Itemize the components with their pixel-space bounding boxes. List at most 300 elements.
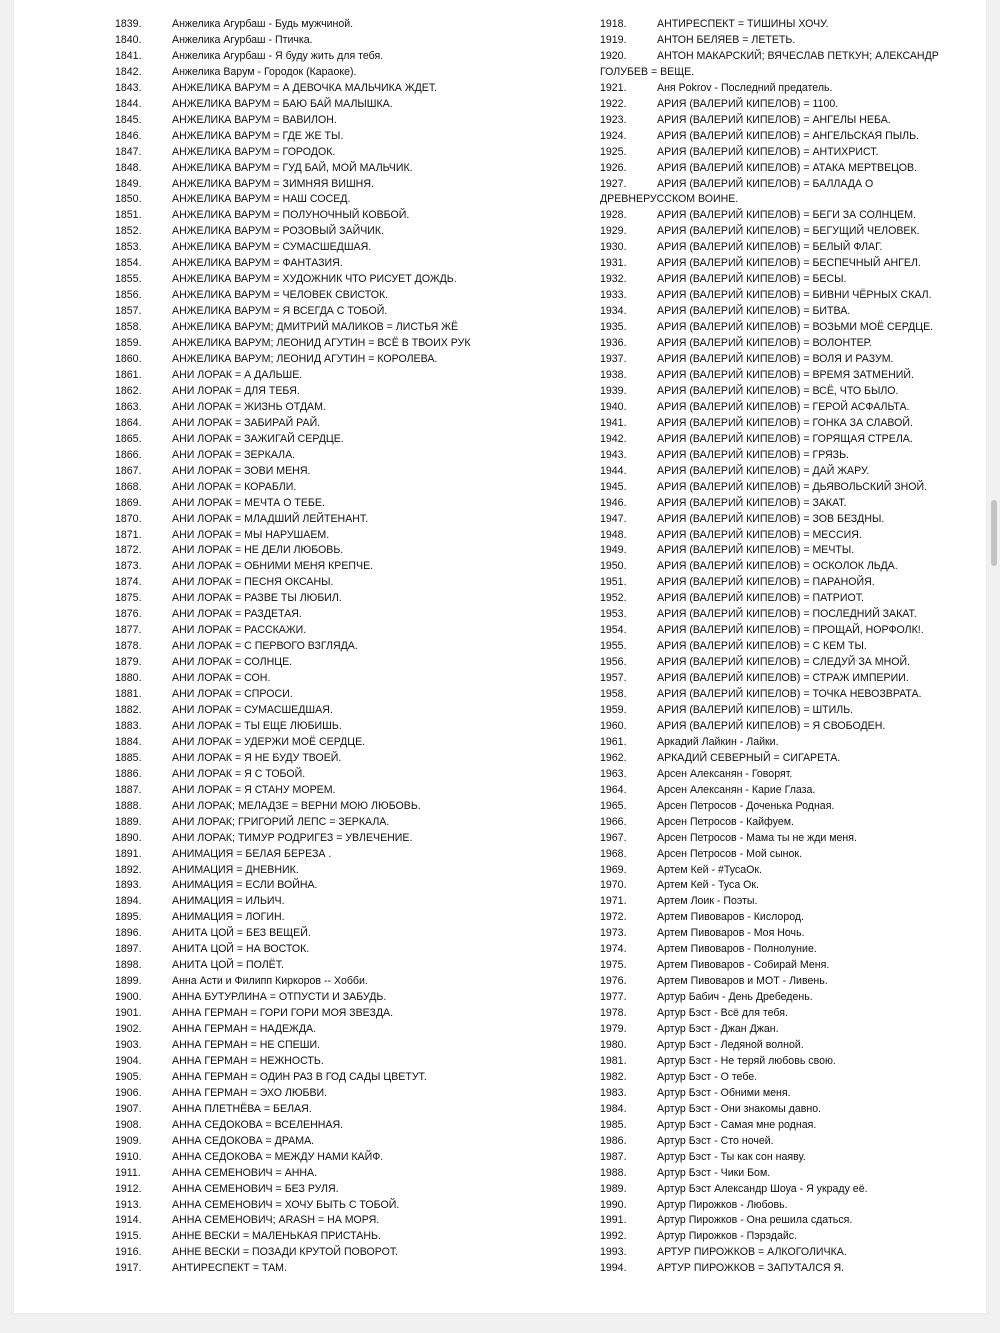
- item-number: 1983.: [600, 1086, 627, 1099]
- item-title: АНЖЕЛИКА ВАРУМ; ЛЕОНИД АГУТИН = КОРОЛЕВА.: [172, 353, 438, 366]
- item-title: АНИ ЛОРАК = ПЕСНЯ ОКСАНЫ.: [172, 576, 334, 589]
- item-number: 1905.: [115, 1070, 142, 1083]
- item-title: АРИЯ (ВАЛЕРИЙ КИПЕЛОВ) = ГРЯЗЬ.: [657, 448, 849, 461]
- item-number: 1920.: [600, 49, 627, 62]
- item-title: АРИЯ (ВАЛЕРИЙ КИПЕЛОВ) = ВОЛЯ И РАЗУМ.: [657, 353, 894, 366]
- item-title: АНЖЕЛИКА ВАРУМ = ХУДОЖНИК ЧТО РИСУЕТ ДОЖДЬ.: [172, 273, 457, 286]
- list-item: [115, 863, 585, 879]
- item-number: 1952.: [600, 592, 627, 605]
- item-number: 1841.: [115, 49, 142, 62]
- item-title: Артем Пивоваров и МОТ - Ливень.: [657, 975, 828, 988]
- item-title: АРИЯ (ВАЛЕРИЙ КИПЕЛОВ) = БЕЛЫЙ ФЛАГ.: [657, 241, 883, 254]
- item-title: Аня Pokrov - Последний предатель.: [657, 81, 833, 94]
- item-number: 1930.: [600, 241, 627, 254]
- item-title: Артур Бэст - Ты как сон наяву.: [657, 1150, 806, 1163]
- list-item: [600, 496, 970, 512]
- list-item: [115, 208, 585, 224]
- item-number: 1845.: [115, 113, 142, 126]
- item-number: 1901.: [115, 1007, 142, 1020]
- item-number: 1859.: [115, 337, 142, 350]
- item-title: АРИЯ (ВАЛЕРИЙ КИПЕЛОВ) = ПАРАНОЙЯ.: [657, 576, 875, 589]
- item-title: АНЖЕЛИКА ВАРУМ; ЛЕОНИД АГУТИН = ВСЁ В ТВОИХ РУК: [172, 337, 471, 350]
- item-title: АНИ ЛОРАК = ЗАБИРАЙ РАЙ.: [172, 416, 321, 429]
- item-number: 1873.: [115, 560, 142, 573]
- list-item: [115, 1102, 585, 1118]
- item-number: 1934.: [600, 305, 627, 318]
- item-number: 1979.: [600, 1023, 627, 1036]
- item-number: 1894.: [115, 895, 142, 908]
- list-item: [600, 687, 970, 703]
- item-title: Арсен Петросов - Мама ты не жди меня.: [657, 831, 857, 844]
- item-title: АРИЯ (ВАЛЕРИЙ КИПЕЛОВ) = ДАЙ ЖАРУ.: [657, 464, 870, 477]
- list-item: [115, 1038, 585, 1054]
- item-title: АННА ГЕРМАН = ГОРИ ГОРИ МОЯ ЗВЕЗДА.: [172, 1007, 394, 1020]
- list-item: [115, 496, 585, 512]
- item-number: 1969.: [600, 863, 627, 876]
- item-title: АНИТА ЦОЙ = ПОЛЁТ.: [172, 959, 284, 972]
- item-title: АРИЯ (ВАЛЕРИЙ КИПЕЛОВ) = БАЛЛАДА О: [657, 177, 874, 190]
- item-title: Артур Бэст - Чики Бом.: [657, 1166, 771, 1179]
- list-item: [115, 1229, 585, 1245]
- item-title: АНИМАЦИЯ = БЕЛАЯ БЕРЕЗА .: [172, 847, 332, 860]
- item-title: АННА СЕДОКОВА = МЕЖДУ НАМИ КАЙФ.: [172, 1150, 384, 1163]
- list-item: [600, 958, 970, 974]
- list-item: [600, 878, 970, 894]
- list-item: [600, 1054, 970, 1070]
- item-number: 1980.: [600, 1039, 627, 1051]
- list-item: [600, 767, 970, 783]
- item-number: 1896.: [115, 927, 142, 940]
- list-item: [115, 942, 585, 958]
- item-number: 1862.: [115, 384, 142, 397]
- item-number: 1941.: [600, 416, 627, 429]
- list-item: [600, 368, 970, 384]
- list-item: [600, 735, 970, 751]
- item-number: 1948.: [600, 528, 627, 541]
- item-number: 1854.: [115, 257, 142, 270]
- item-title: АНЖЕЛИКА ВАРУМ = РОЗОВЫЙ ЗАЙЧИК.: [172, 225, 385, 238]
- item-title: АНИ ЛОРАК; МЕЛАДЗЕ = ВЕРНИ МОЮ ЛЮБОВЬ.: [172, 799, 421, 812]
- list-item: [115, 799, 585, 815]
- item-number: 1895.: [115, 911, 142, 924]
- item-number: 1933.: [600, 289, 627, 302]
- list-item: [600, 177, 970, 209]
- item-number: 1874.: [115, 576, 142, 589]
- item-number: 1883.: [115, 719, 142, 732]
- item-number: 1853.: [115, 241, 142, 254]
- item-title: АРИЯ (ВАЛЕРИЙ КИПЕЛОВ) = ТОЧКА НЕВОЗВРАТА.: [657, 688, 922, 701]
- item-title: Артур Пирожков - Она решила сдаться.: [657, 1214, 853, 1227]
- list-item: [600, 623, 970, 639]
- list-item: [115, 910, 585, 926]
- list-item: [600, 145, 970, 161]
- list-item: [600, 400, 970, 416]
- item-number: 1968.: [600, 847, 627, 860]
- item-number: 1906.: [115, 1086, 142, 1099]
- list-item: [115, 623, 585, 639]
- item-number: 1917.: [115, 1262, 142, 1275]
- item-title: АНИТА ЦОЙ = БЕЗ ВЕЩЕЙ.: [172, 927, 311, 940]
- list-item: [600, 352, 970, 368]
- list-item: [600, 1150, 970, 1166]
- list-item: [115, 878, 585, 894]
- item-title: АРИЯ (ВАЛЕРИЙ КИПЕЛОВ) = ГЕРОЙ АСФАЛЬТА.: [657, 400, 910, 413]
- item-number: 1886.: [115, 767, 142, 780]
- item-number: 1898.: [115, 959, 142, 972]
- item-title: АРИЯ (ВАЛЕРИЙ КИПЕЛОВ) = АНГЕЛЫ НЕБА.: [657, 113, 891, 126]
- item-title: АРИЯ (ВАЛЕРИЙ КИПЕЛОВ) = ВОЗЬМИ МОЁ СЕРДЦЕ.: [657, 321, 934, 334]
- item-title: АНИ ЛОРАК = УДЕРЖИ МОЁ СЕРДЦЕ.: [172, 735, 366, 748]
- item-title: Артур Бэст - Всё для тебя.: [657, 1007, 788, 1020]
- list-item: [115, 512, 585, 528]
- item-number: 1846.: [115, 129, 142, 142]
- list-item: [600, 847, 970, 863]
- item-number: 1970.: [600, 879, 627, 892]
- list-item: [600, 926, 970, 942]
- list-item: [600, 97, 970, 113]
- list-item: [600, 607, 970, 623]
- item-title: Артем Пивоваров - Собирай Меня.: [657, 959, 830, 972]
- list-item: [115, 368, 585, 384]
- item-number: 1844.: [115, 97, 142, 110]
- item-number: 1984.: [600, 1102, 627, 1115]
- item-title: Артем Пивоваров - Моя Ночь.: [657, 927, 805, 940]
- list-item: [115, 352, 585, 368]
- list-item: [600, 543, 970, 559]
- list-item: [115, 113, 585, 129]
- item-title: АННА СЕМЕНОВИЧ = АННА.: [172, 1166, 318, 1179]
- item-number: 1942.: [600, 432, 627, 445]
- item-title: Анжелика Агурбаш - Птичка.: [172, 33, 313, 46]
- list-item: [115, 1213, 585, 1229]
- item-title: АНИ ЛОРАК = КОРАБЛИ.: [172, 480, 297, 493]
- list-item: [600, 81, 970, 97]
- list-item: [600, 161, 970, 177]
- item-title: АННЕ ВЕСКИ = ПОЗАДИ КРУТОЙ ПОВОРОТ.: [172, 1246, 399, 1259]
- list-item: [115, 528, 585, 544]
- list-item: [115, 767, 585, 783]
- item-title: АНЖЕЛИКА ВАРУМ = ЧЕЛОВЕК СВИСТОК.: [172, 289, 389, 302]
- item-number: 1937.: [600, 353, 627, 366]
- list-item: [115, 81, 585, 97]
- list-item: [115, 416, 585, 432]
- item-title: АРИЯ (ВАЛЕРИЙ КИПЕЛОВ) = ШТИЛЬ.: [657, 703, 854, 716]
- item-title: АНИ ЛОРАК = СПРОСИ.: [172, 688, 293, 701]
- item-title: АНИ ЛОРАК = СУМАСШЕДШАЯ.: [172, 703, 333, 716]
- item-title: Аркадий Лайкин - Лайки.: [657, 735, 779, 748]
- item-number: 1977.: [600, 991, 627, 1004]
- item-title: АНИМАЦИЯ = ДНЕВНИК.: [172, 863, 299, 876]
- item-title: АРИЯ (ВАЛЕРИЙ КИПЕЛОВ) = ПАТРИОТ.: [657, 592, 864, 605]
- item-number: 1965.: [600, 799, 627, 812]
- item-title: АРИЯ (ВАЛЕРИЙ КИПЕЛОВ) = ГОРЯЩАЯ СТРЕЛА.: [657, 432, 913, 445]
- item-number: 1946.: [600, 496, 627, 509]
- list-item: [600, 384, 970, 400]
- item-number: 1858.: [115, 321, 142, 334]
- list-item: [115, 224, 585, 240]
- item-number: 1914.: [115, 1214, 142, 1227]
- list-item: [600, 224, 970, 240]
- item-number: 1850.: [115, 193, 142, 206]
- item-title: АНИ ЛОРАК = РАССКАЖИ.: [172, 624, 307, 637]
- item-title: АРТУР ПИРОЖКОВ = ЗАПУТАЛСЯ Я.: [657, 1262, 845, 1275]
- list-item: [115, 591, 585, 607]
- list-item: [115, 288, 585, 304]
- item-number: 1887.: [115, 783, 142, 796]
- item-number: 1924.: [600, 129, 627, 142]
- item-number: 1988.: [600, 1166, 627, 1179]
- list-item: [600, 1166, 970, 1182]
- item-number: 1916.: [115, 1246, 142, 1259]
- item-title: АРТУР ПИРОЖКОВ = АЛКОГОЛИЧКА.: [657, 1246, 847, 1259]
- list-item: [115, 1022, 585, 1038]
- item-number: 1981.: [600, 1054, 627, 1067]
- item-title: АНТОН МАКАРСКИЙ; ВЯЧЕСЛАВ ПЕТКУН; АЛЕКСАНДР: [657, 49, 939, 62]
- list-item: [600, 113, 970, 129]
- list-item: [600, 464, 970, 480]
- item-number: 1855.: [115, 273, 142, 286]
- item-number: 1975.: [600, 959, 627, 972]
- list-item: [115, 847, 585, 863]
- vertical-scrollbar[interactable]: [988, 0, 1000, 1333]
- list-item: [115, 751, 585, 767]
- list-item: [115, 33, 585, 49]
- item-number: 1897.: [115, 943, 142, 956]
- item-title: АННА ПЛЕТНЁВА = БЕЛАЯ.: [172, 1102, 312, 1115]
- item-number: 1889.: [115, 815, 142, 828]
- item-title: АННА СЕДОКОВА = ДРАМА.: [172, 1134, 315, 1147]
- list-item: [600, 272, 970, 288]
- list-item: [600, 894, 970, 910]
- list-item: [600, 942, 970, 958]
- item-title: АРИЯ (ВАЛЕРИЙ КИПЕЛОВ) = ДЬЯВОЛЬСКИЙ ЗНОЙ.: [657, 480, 928, 493]
- item-title: АННА БУТУРЛИНА = ОТПУСТИ И ЗАБУДЬ.: [172, 991, 387, 1004]
- item-title: АНИ ЛОРАК = Я СТАНУ МОРЕМ.: [172, 783, 336, 796]
- list-item: [600, 1022, 970, 1038]
- item-title: АРИЯ (ВАЛЕРИЙ КИПЕЛОВ) = 1100.: [657, 97, 839, 110]
- item-title: АРИЯ (ВАЛЕРИЙ КИПЕЛОВ) = ЗАКАТ.: [657, 496, 847, 509]
- list-item: [115, 480, 585, 496]
- item-number: 1928.: [600, 209, 627, 222]
- list-item: [600, 432, 970, 448]
- item-number: 1875.: [115, 592, 142, 605]
- item-number: 1974.: [600, 943, 627, 956]
- list-item: [115, 1198, 585, 1214]
- item-number: 1923.: [600, 113, 627, 126]
- item-number: 1978.: [600, 1007, 627, 1020]
- item-title: АРИЯ (ВАЛЕРИЙ КИПЕЛОВ) = АНТИХРИСТ.: [657, 145, 879, 158]
- list-item: [115, 926, 585, 942]
- list-item: [115, 1086, 585, 1102]
- item-number: 1985.: [600, 1118, 627, 1131]
- list-item: [600, 129, 970, 145]
- item-title: АНИ ЛОРАК = МЛАДШИЙ ЛЕЙТЕНАНТ.: [172, 512, 369, 525]
- item-number: 1949.: [600, 544, 627, 557]
- list-item: [115, 161, 585, 177]
- item-number: 1963.: [600, 767, 627, 780]
- item-number: 1990.: [600, 1198, 627, 1211]
- list-item: [115, 783, 585, 799]
- list-item: [600, 512, 970, 528]
- item-title: АРИЯ (ВАЛЕРИЙ КИПЕЛОВ) = МЕССИЯ.: [657, 528, 862, 541]
- item-title: Артем Пивоваров - Кислород.: [657, 911, 804, 924]
- item-title: АНЖЕЛИКА ВАРУМ = А ДЕВОЧКА МАЛЬЧИКА ЖДЕТ.: [172, 81, 438, 94]
- list-item: [115, 177, 585, 193]
- item-title: Арсен Петросов - Доченька Родная.: [657, 799, 835, 812]
- list-item: [115, 974, 585, 990]
- item-number: 1940.: [600, 400, 627, 413]
- item-title: Арсен Петросов - Кайфуем.: [657, 815, 794, 828]
- item-number: 1870.: [115, 512, 142, 525]
- item-number: 1902.: [115, 1023, 142, 1036]
- list-item: [600, 575, 970, 591]
- item-number: 1929.: [600, 225, 627, 238]
- list-item: [600, 1245, 970, 1261]
- item-number: 1911.: [115, 1166, 141, 1179]
- item-title: АНТИРЕСПЕКТ = ТАМ.: [172, 1262, 287, 1275]
- item-title: АНИ ЛОРАК = Я НЕ БУДУ ТВОЕЙ.: [172, 751, 342, 764]
- list-item: [600, 320, 970, 336]
- item-title: АНИМАЦИЯ = ЛОГИН.: [172, 911, 285, 924]
- item-title: Артур Бабич - День Дребедень.: [657, 991, 813, 1004]
- list-item: [115, 990, 585, 1006]
- list-item: [600, 1261, 970, 1277]
- item-title: АНИ ЛОРАК = ОБНИМИ МЕНЯ КРЕПЧЕ.: [172, 560, 374, 573]
- item-title: АРИЯ (ВАЛЕРИЙ КИПЕЛОВ) = МЕЧТЫ.: [657, 544, 855, 557]
- item-number: 1888.: [115, 799, 142, 812]
- list-item: [115, 894, 585, 910]
- list-item: [115, 464, 585, 480]
- item-number: 1866.: [115, 448, 142, 461]
- list-item: [115, 815, 585, 831]
- item-number: 1956.: [600, 656, 627, 669]
- item-number: 1899.: [115, 975, 142, 988]
- item-number: 1950.: [600, 560, 627, 573]
- item-number: 1989.: [600, 1182, 627, 1195]
- list-item: [115, 1134, 585, 1150]
- item-title: АРИЯ (ВАЛЕРИЙ КИПЕЛОВ) = АНГЕЛЬСКАЯ ПЫЛЬ.: [657, 129, 919, 142]
- item-title: АННА СЕМЕНОВИЧ; ARASH = НА МОРЯ.: [172, 1214, 380, 1227]
- list-item: [600, 1213, 970, 1229]
- item-title: Артур Пирожков - Любовь.: [657, 1198, 788, 1211]
- item-title: АНЖЕЛИКА ВАРУМ = ЗИМНЯЯ ВИШНЯ.: [172, 177, 374, 190]
- item-title: АНИ ЛОРАК = НЕ ДЕЛИ ЛЮБОВЬ.: [172, 544, 344, 557]
- item-number: 1868.: [115, 480, 142, 493]
- item-number: 1867.: [115, 464, 142, 477]
- item-number: 1849.: [115, 177, 142, 190]
- item-number: 1918.: [600, 18, 627, 30]
- list-item: [600, 528, 970, 544]
- scrollbar-thumb[interactable]: [991, 500, 997, 566]
- list-item: [115, 1261, 585, 1277]
- list-item: [600, 910, 970, 926]
- item-title: АНИ ЛОРАК = С ПЕРВОГО ВЗГЛЯДА.: [172, 640, 358, 653]
- item-number: 1878.: [115, 640, 142, 653]
- item-title: АНТОН БЕЛЯЕВ = ЛЕТЕТЬ.: [657, 33, 796, 46]
- item-title: АННА ГЕРМАН = ОДИН РАЗ В ГОД САДЫ ЦВЕТУТ.: [172, 1070, 427, 1083]
- list-item: [600, 336, 970, 352]
- list-item: [600, 1038, 970, 1054]
- item-number: 1857.: [115, 305, 142, 318]
- list-item: [600, 480, 970, 496]
- item-number: 1982.: [600, 1070, 627, 1083]
- right-column: [600, 17, 970, 1277]
- item-title: АНЖЕЛИКА ВАРУМ = БАЮ БАЙ МАЛЫШКА.: [172, 97, 393, 110]
- list-item: [600, 1070, 970, 1086]
- item-number: 1951.: [600, 576, 627, 589]
- item-number: 1919.: [600, 33, 627, 46]
- list-item: [115, 432, 585, 448]
- item-title: АРИЯ (ВАЛЕРИЙ КИПЕЛОВ) = АТАКА МЕРТВЕЦОВ.: [657, 161, 918, 174]
- item-number: 1848.: [115, 161, 142, 174]
- item-title: АННА СЕДОКОВА = ВСЕЛЕННАЯ.: [172, 1118, 344, 1131]
- item-number: 1935.: [600, 321, 627, 334]
- list-item: [600, 671, 970, 687]
- item-title: Арсен Петросов - Мой сынок.: [657, 847, 803, 860]
- list-item: [600, 17, 970, 33]
- item-number: 1863.: [115, 400, 142, 413]
- list-item: [115, 575, 585, 591]
- list-item: [600, 1102, 970, 1118]
- item-number: 1971.: [600, 895, 627, 908]
- list-item: [115, 320, 585, 336]
- list-item: [600, 33, 970, 49]
- item-number: 1966.: [600, 815, 627, 828]
- list-item: [600, 288, 970, 304]
- list-item: [600, 1182, 970, 1198]
- list-item: [600, 416, 970, 432]
- item-number: 1852.: [115, 225, 142, 238]
- item-number: 1872.: [115, 544, 142, 557]
- list-item: [115, 1070, 585, 1086]
- document-page: [14, 0, 986, 1313]
- item-title: АННА ГЕРМАН = НЕ СПЕШИ.: [172, 1039, 320, 1051]
- list-item: [115, 831, 585, 847]
- list-item: [115, 671, 585, 687]
- item-number: 1944.: [600, 464, 627, 477]
- item-title: АНЖЕЛИКА ВАРУМ = ПОЛУНОЧНЫЙ КОВБОЙ.: [172, 209, 410, 222]
- item-title: АНЖЕЛИКА ВАРУМ = Я ВСЕГДА С ТОБОЙ.: [172, 305, 388, 318]
- item-title: АННА ГЕРМАН = НАДЕЖДА.: [172, 1023, 317, 1036]
- item-title: АРИЯ (ВАЛЕРИЙ КИПЕЛОВ) = ОСКОЛОК ЛЬДА.: [657, 560, 898, 573]
- item-title: АНИ ЛОРАК = СОН.: [172, 672, 271, 685]
- item-title: Артур Бэст - Самая мне родная.: [657, 1118, 817, 1131]
- item-title: АНИ ЛОРАК = ТЫ ЕЩЕ ЛЮБИШЬ.: [172, 719, 342, 732]
- list-item: [115, 272, 585, 288]
- item-title: Артур Бэст - О тебе.: [657, 1070, 758, 1083]
- item-title: АНИ ЛОРАК = ЗОВИ МЕНЯ.: [172, 464, 311, 477]
- list-item: [115, 543, 585, 559]
- item-number: 1910.: [115, 1150, 142, 1163]
- item-number: 1954.: [600, 624, 627, 637]
- item-title: АНИ ЛОРАК = ЗЕРКАЛА.: [172, 448, 296, 461]
- item-title: АНИ ЛОРАК = СОЛНЦЕ.: [172, 656, 293, 669]
- item-title: АНЖЕЛИКА ВАРУМ = СУМАСШЕДШАЯ.: [172, 241, 372, 254]
- item-number: 1932.: [600, 273, 627, 286]
- item-title: Артем Пивоваров - Полнолуние.: [657, 943, 817, 956]
- item-number: 1907.: [115, 1102, 142, 1115]
- item-title: Артем Кей - #ТусаОк.: [657, 863, 762, 876]
- list-item: [600, 1134, 970, 1150]
- item-title: АРИЯ (ВАЛЕРИЙ КИПЕЛОВ) = БЕСПЕЧНЫЙ АНГЕЛ.: [657, 257, 921, 270]
- list-item: [600, 304, 970, 320]
- item-number: 1947.: [600, 512, 627, 525]
- item-title: Артур Бэст - Не теряй любовь свою.: [657, 1054, 836, 1067]
- list-item: [115, 97, 585, 113]
- item-title: АРИЯ (ВАЛЕРИЙ КИПЕЛОВ) = СТРАЖ ИМПЕРИИ.: [657, 672, 909, 685]
- item-number: 1994.: [600, 1262, 627, 1275]
- list-item: [115, 1182, 585, 1198]
